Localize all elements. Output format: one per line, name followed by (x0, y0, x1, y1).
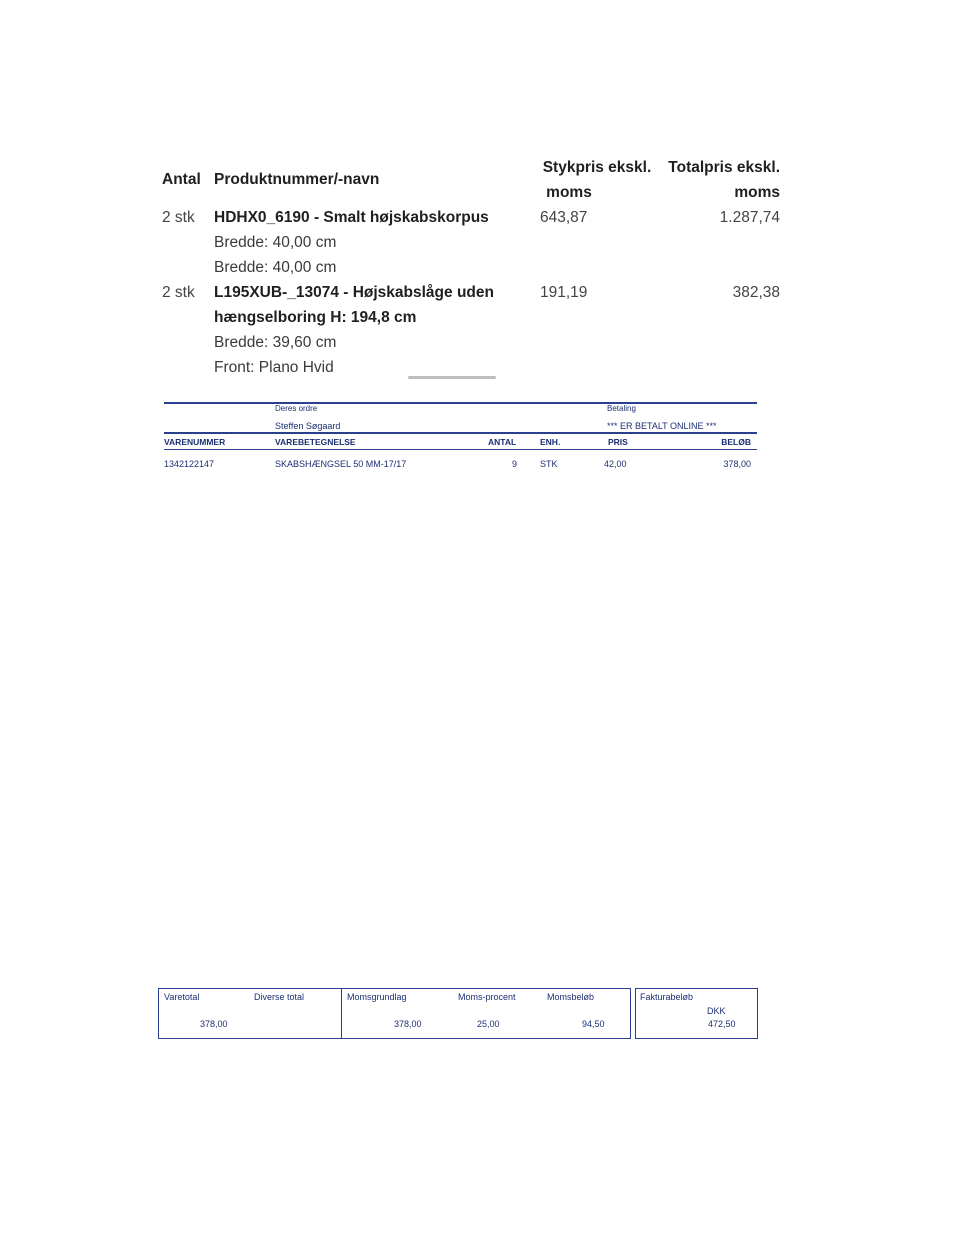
momsbelob-value: 94,50 (582, 1019, 605, 1029)
varetotal-label: Varetotal (164, 992, 200, 1002)
col-belob: BELØB (721, 437, 751, 447)
cell-enh: STK (540, 459, 558, 469)
item-name-line1: L195XUB-_13074 - Højskabslåge uden (214, 284, 494, 301)
item-detail: Front: Plano Hvid (214, 359, 334, 376)
item-detail: Bredde: 40,00 cm (214, 259, 337, 276)
momsgrundlag-value: 378,00 (394, 1019, 422, 1029)
cell-belob: 378,00 (723, 459, 751, 469)
currency: DKK (707, 1006, 726, 1016)
divider (164, 432, 757, 434)
cell-varenummer: 1342122147 (164, 459, 215, 469)
item-total-price: 382,38 (732, 284, 780, 301)
header-total-price-line1: Totalpris ekskl. (668, 159, 780, 176)
col-antal: ANTAL (488, 437, 517, 447)
col-varebetegnelse: VAREBETEGNELSE (275, 437, 356, 447)
varetotal-value: 378,00 (200, 1019, 228, 1029)
cell-varebetegnelse: SKABSHÆNGSEL 50 MM-17/17 (275, 459, 407, 469)
momsbelob-label: Momsbeløb (547, 992, 595, 1002)
betaling-label: Betaling (607, 404, 636, 413)
item-detail: Bredde: 40,00 cm (214, 234, 337, 251)
item-qty: 2 stk (162, 209, 195, 226)
header-unit-price-line1: Stykpris ekskl. (542, 159, 652, 176)
item-detail: Bredde: 39,60 cm (214, 334, 337, 351)
deres-ordre-label: Deres ordre (275, 404, 318, 413)
header-unit-price (537, 155, 657, 205)
item-description (214, 205, 524, 280)
order-table-header (162, 155, 792, 205)
diverse-total-label: Diverse total (254, 992, 305, 1002)
invoice-table (164, 402, 757, 474)
moms-procent-value: 25,00 (477, 1019, 500, 1029)
cell-pris: 42,00 (604, 459, 627, 469)
fakturabelob-value: 472,50 (708, 1019, 736, 1029)
item-description (214, 280, 524, 380)
cropped-text-fragment (408, 376, 496, 379)
item-name-line2: hængselboring H: 194,8 cm (214, 309, 417, 326)
col-pris: PRIS (608, 437, 628, 447)
cell-antal: 9 (512, 459, 518, 469)
item-total-price: 1.287,74 (719, 209, 780, 226)
deres-ordre-value: Steffen Søgaard (275, 421, 341, 431)
divider (164, 449, 757, 450)
momsgrundlag-label: Momsgrundlag (347, 992, 407, 1002)
header-unit-price-line2: moms (546, 184, 592, 201)
header-total-price-line2: moms (734, 184, 780, 201)
col-enh: ENH. (540, 437, 561, 447)
header-antal: Antal (162, 171, 201, 188)
item-name: HDHX0_6190 - Smalt højskabskorpus (214, 209, 489, 226)
item-unit-price: 643,87 (540, 209, 588, 226)
betaling-value: *** ER BETALT ONLINE *** (607, 421, 717, 431)
header-product: Produktnummer/-navn (214, 171, 380, 188)
moms-procent-label: Moms-procent (458, 992, 516, 1002)
header-total-price (652, 155, 780, 205)
col-varenummer: VARENUMMER (164, 437, 226, 447)
fakturabelob-label: Fakturabeløb (640, 992, 694, 1002)
divider (164, 402, 757, 404)
item-unit-price: 191,19 (540, 284, 588, 301)
item-qty: 2 stk (162, 284, 195, 301)
